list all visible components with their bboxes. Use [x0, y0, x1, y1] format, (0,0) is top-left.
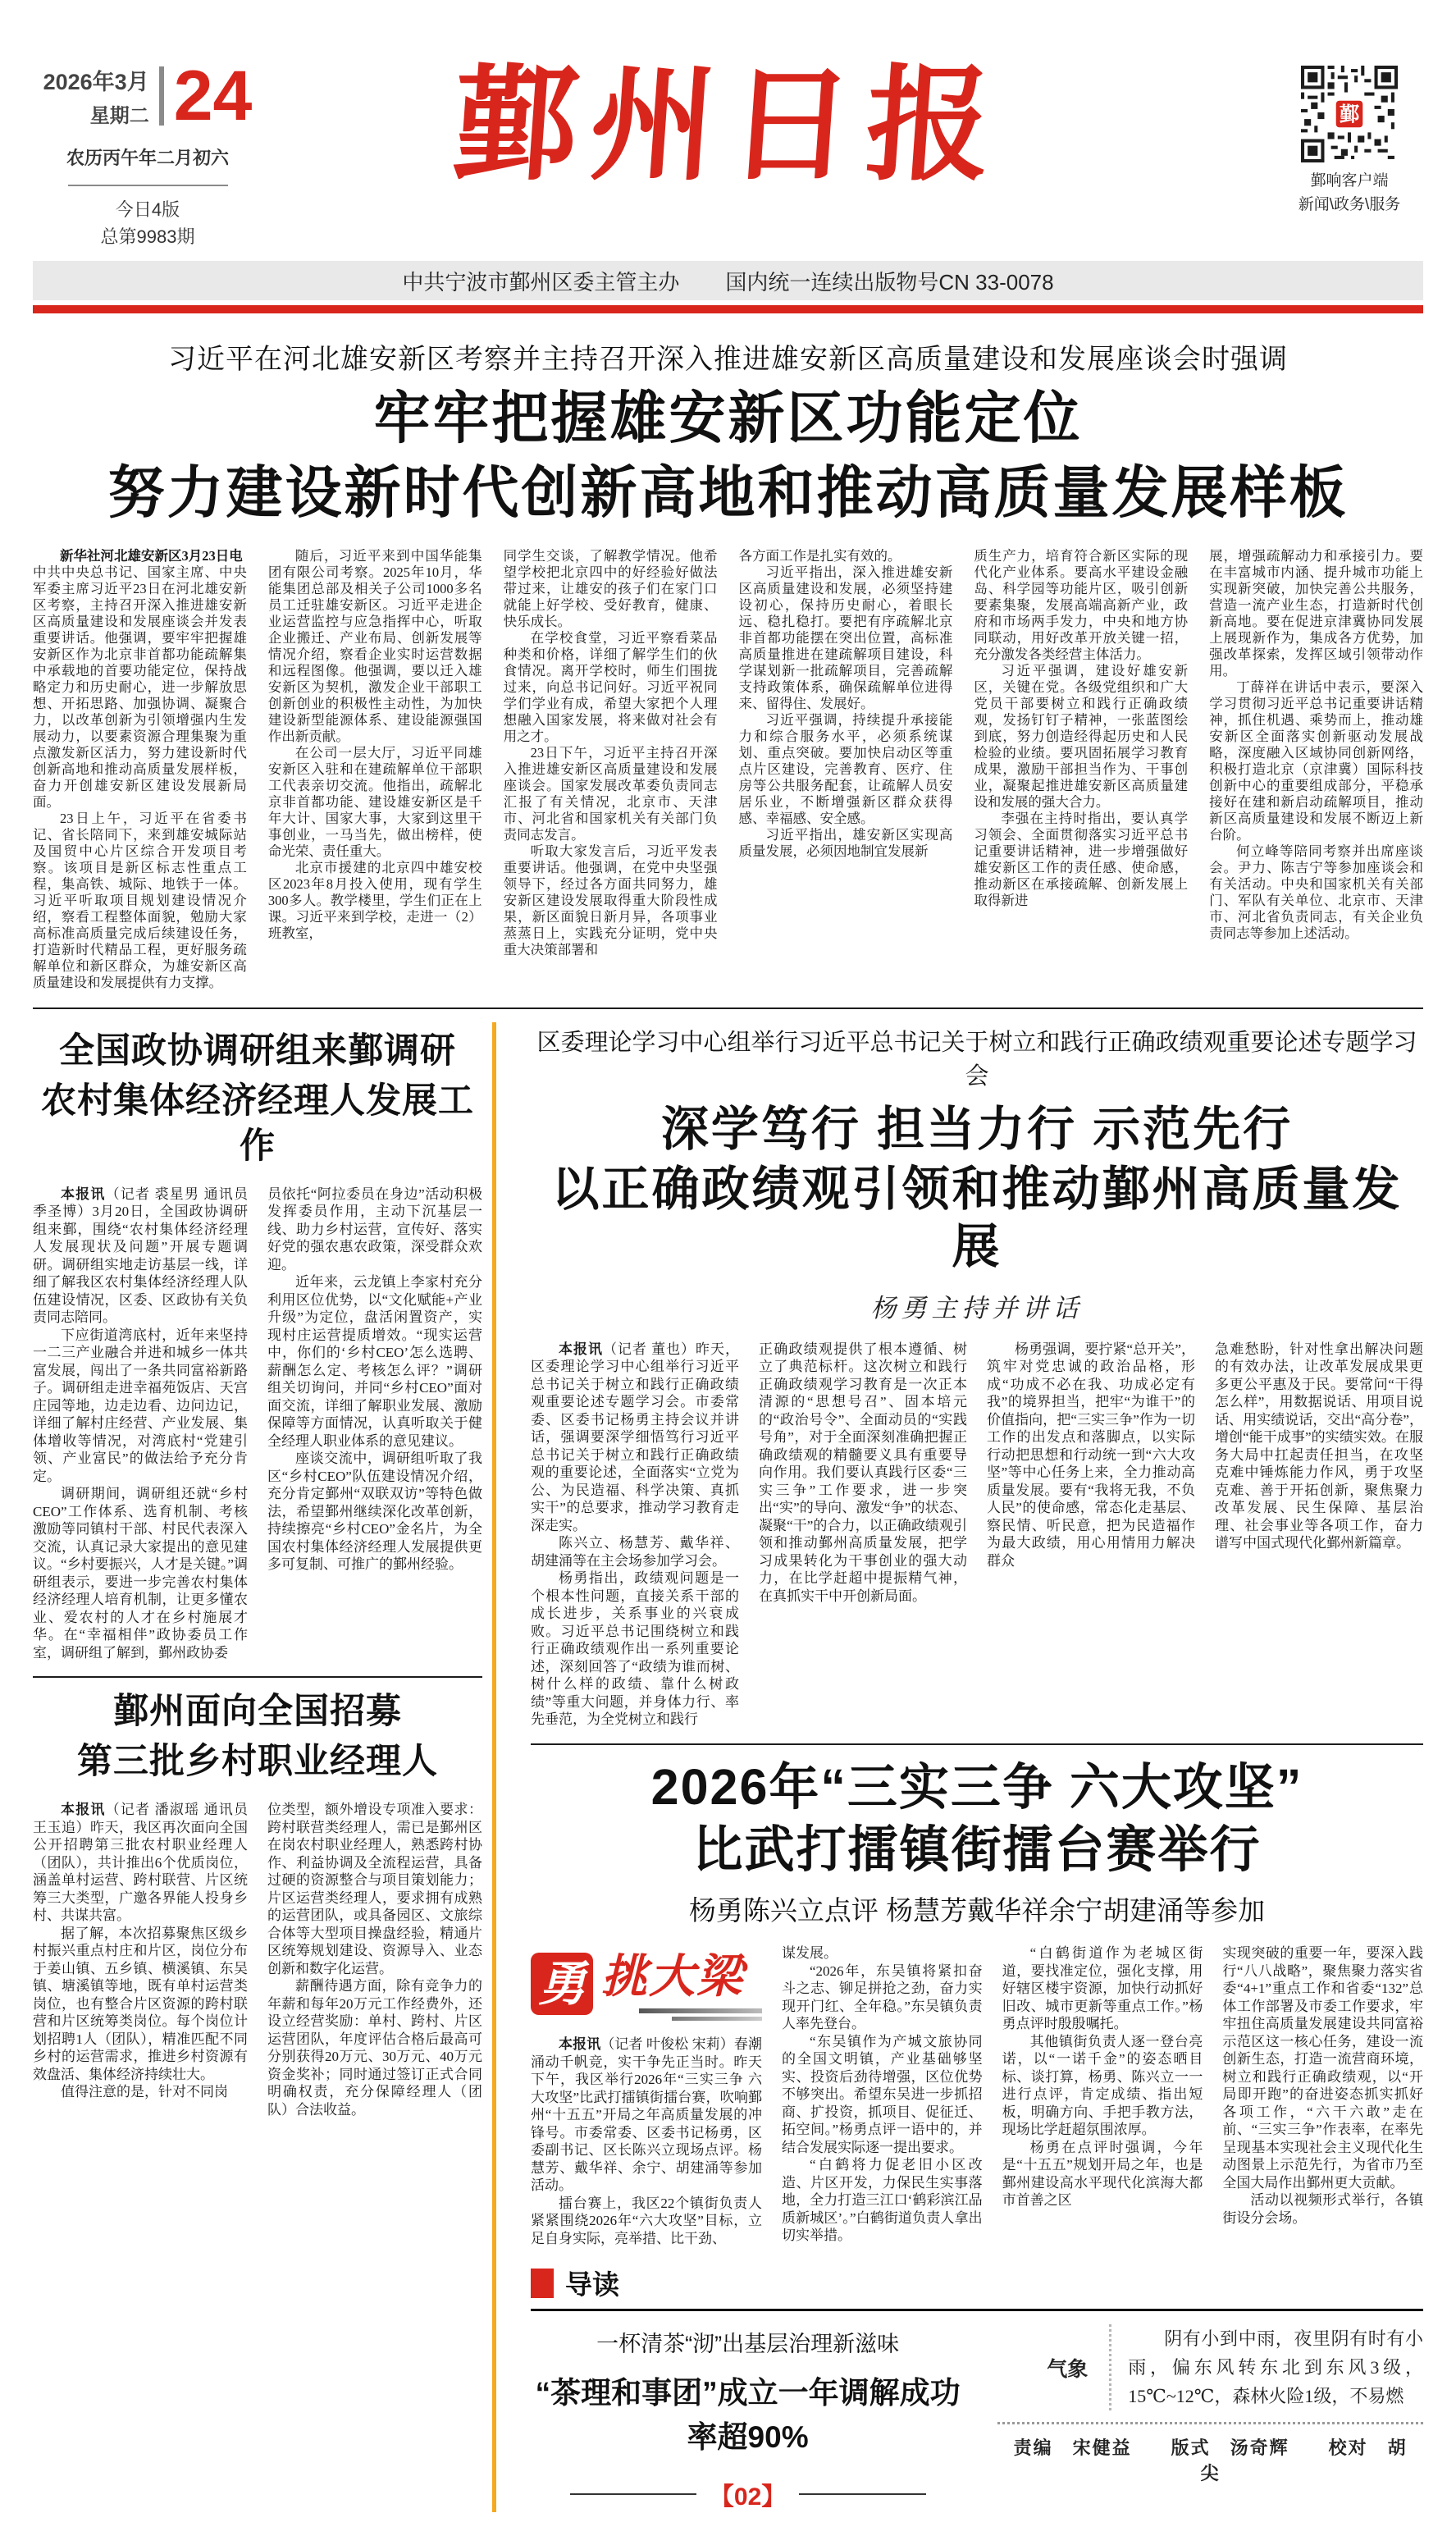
study-column-4 [1215, 1341, 1423, 1729]
survey-headline-line2: 农村集体经济经理人发展工作 [41, 1081, 474, 1166]
study-byline: 杨勇主持并讲话 [870, 1293, 1084, 1323]
day-number: 24 [173, 57, 253, 135]
paragraph: 下应街道湾底村，近年来坚持一二三产业融合并进和城乡一体共富发展，闯出了一条共同富裕新路子。调研组走进幸福苑饭店、天宫庄园等地，边走边看、边问边记，详细了解村庄经营、产业发展、集体增收等情况，对湾底村“党建引领、产业富民”的做法给予充分肯定。 [33, 1327, 248, 1484]
contest-subline: 杨勇陈兴立点评 杨慧芳戴华祥余宁胡建涌等参加 [688, 1895, 1266, 1926]
paragraph: “白鹤将力促老旧小区改造、片区开发，力保民生实事落地，全力打造三江口‘鹤彩滨江品质新城区’。”白鹤街道负责人拿出切实举措。 [782, 2157, 983, 2244]
page-ref-number: 【02】 [709, 2483, 787, 2511]
badge-underline-2 [672, 2017, 762, 2021]
qr-caption-line2: 新闻\政务\服务 [1298, 196, 1401, 214]
lunar-date: 农历丙午年二月初六 [66, 148, 229, 168]
study-column-2 [759, 1341, 967, 1729]
paragraph: 正确政绩观提供了根本遵循、树立了典范标杆。这次树立和践行正确政绩观学习教育是一次正本清源的“思想号召”、固本培元的“政治号令”、全面动员的“实践号角”，对于全面深刻准确把握正确政绩观的精髓要义具有重要导向作用。我们要认真践行区委“三实三争”工作要求，进一步突出“实”的导向、激发“争”的状态、凝聚“干”的合力，以正确政绩观引领和推动鄞州高质量发展，把学习成果转化为干事创业的强大动力，在比学赶超中提振精气神，在真抓实干中开创新局面。 [759, 1341, 967, 1604]
lead-column-3 [504, 548, 718, 991]
paragraph: 杨勇指出，政绩观问题是一个根本性问题，直接关系干部的成长进步，关系事业的兴衰成败。习近平总书记围绕树立和践行正确政绩观作出一系列重要论述，深刻回答了“政绩为谁而树、树什么样的政绩、靠什么树政绩”等重大问题，并身体力行、率先垂范，为全党树立和践行 [531, 1570, 739, 1728]
article-contest [531, 1757, 1423, 2247]
weather-credits-block [993, 2311, 1427, 2512]
contest-column-1 [531, 1944, 762, 2247]
recruit-body [33, 1801, 482, 2118]
paragraph: 本报讯（记者 董也）昨天，区委理论学习中心组举行习近平总书记关于树立和践行正确政绩观重要论述专题学习会。市委常委、区委书记杨勇主持会议并讲话，强调要深学细悟笃行习近平总书记关于树立和践行正确政绩观的重要论述，全面落实“立党为公、为民造福、科学决策、真抓实干”的总要求，推动学习教育走深走实。 [531, 1341, 739, 1533]
page-reference [570, 2476, 926, 2512]
paragraph: 在公司一层大厅，习近平同雄安新区入驻和在建疏解单位干部职工代表亲切交流。他指出，疏解北京非首都功能、建设雄安新区是千年大计、国家大事，大家到这里干事创业，一马当先，做出榜样，使命光荣、责任重大。 [267, 744, 482, 859]
left-column [33, 1021, 482, 2512]
contest-column-4 [1222, 1944, 1423, 2247]
orange-vertical-rule [492, 1022, 496, 2512]
teaser-weather-columns [531, 2311, 1427, 2512]
badge-text [601, 1953, 762, 2021]
recruit-column-1 [33, 1801, 248, 2118]
paragraph: 薪酬待遇方面，除有竞争力的年薪和每年20万元工作经费外，还设立经营奖励：单村、跨村、片区运营团队，年度评估合格后最高可分别获得20万元、30万元、40万元资金奖补；同时通过签订正式合同明确权责，充分保障经理人（团队）合法收益。 [267, 1978, 482, 2118]
weather-divider [1109, 2324, 1111, 2410]
paragraph: 展，增强疏解动力和承接引力。要在丰富城市内涵、提升城市功能上实现新突破，加快完善公共服务，营造一流产业生态，打造新时代创新高地。要在促进京津冀协同发展上展现新作为，集成各方优势，加强改革探索，发挥区域引领带动作用。 [1209, 547, 1423, 679]
credits-line: 责编 宋健益 版式 汤奇辉 校对 胡 尖 [1013, 2438, 1427, 2483]
survey-column-1 [33, 1186, 248, 1662]
paragraph: 谋发展。 [782, 1945, 838, 1962]
qr-code-icon [1301, 66, 1398, 162]
masthead-title: 鄞州日报 [447, 57, 1009, 195]
paragraph: 据了解，本次招募聚焦区级乡村振兴重点村庄和片区，岗位分布于姜山镇、五乡镇、横溪镇、东吴镇、塘溪镇等地，既有单村运营类岗位，也有整合片区资源的跨村联营和片区统筹类岗位。每个岗位计划招聘1人（团队），精准匹配不同乡村的运营需求，推进乡村资源有效盘活、集体经济持续壮大。 [33, 1925, 248, 2082]
paragraph: 本报讯（记者 潘淑瑶 通讯员 王玉追）昨天，我区再次面向全国公开招聘第三批农村职业经理人（团队），共计推出6个优质岗位，涵盖单村运营、跨村联营、片区统筹三大类型，广邀各界能人投身乡村、共谋共富。 [33, 1802, 249, 1924]
weather-row [997, 2324, 1423, 2410]
paragraph: 本报讯（记者 裘星男 通讯员 季圣博）3月20日，全国政协调研组来鄞，围绕“农村集体经济经理人发展现状及问题”开展专题调研。调研组实地走访基层一线，详细了解我区农村集体经济经理人队伍建设情况，区委、区政协有关负责同志陪同。 [33, 1186, 249, 1326]
study-body [531, 1341, 1423, 1729]
paragraph: 何立峰等陪同考察并出席座谈会。尹力、陈吉宁等参加座谈会和有关活动。中央和国家机关有关部门、军队有关单位、北京市、天津市、河北省负责同志，有关企业负责同志等参加上述活动。 [1209, 843, 1423, 941]
paragraph: 北京市援建的北京四中雄安校区2023年8月投入使用，现有学生300多人。教学楼里，学生们正在上课。习近平来到学校，走进一（2）班教室， [267, 859, 482, 941]
yong-tiao-daliang-badge [531, 1953, 762, 2021]
daodu-red-square-icon [531, 2269, 554, 2298]
paragraph: 杨勇强调，要拧紧“总开关”，筑牢对党忠诚的政治品格，形成“功成不必在我、功成必定有我”的境界担当，把牢“为谁干”的价值指向，把“三实三争”作为一切工作的出发点和落脚点，以实际行动把思想和行动统一到“六大攻坚”等中心任务上来，全力推动高质量发展。要有“我将无我，不负人民”的使命感，常态化走基层、察民情、听民意，把为民造福作为最大政绩，用心用情用力解决群众 [987, 1341, 1195, 1569]
lead-headline-line1: 牢牢把握雄安新区功能定位 [373, 386, 1083, 450]
contest-column-2 [782, 1944, 983, 2247]
contest-column-1-text [531, 2036, 762, 2247]
article-recruit [33, 1689, 482, 2118]
paragraph: 杨勇在点评时强调，今年是“十五五”规划开局之年，也是鄞州建设高水平现代化滨海大都市首善之区 [1002, 2139, 1203, 2209]
page-ref-line-right [799, 2493, 925, 2495]
date-block [33, 38, 262, 250]
date-month-weekday [43, 64, 149, 128]
publisher-bar [33, 261, 1423, 300]
teaser-kicker: 一杯清茶“沏”出基层治理新滋味 [596, 2332, 900, 2356]
lead-headline-line2: 努力建设新时代创新高地和推动高质量发展样板 [107, 461, 1349, 525]
lead-body-columns [33, 548, 1423, 991]
paragraph: 其他镇街负责人逐一登台亮诺，以“一诺千金”的姿态晒目标、谈打算，杨勇、陈兴立一一进行点评，肯定成绩、指出短板，明确方向、手把手教方法，现场比学赶超氛围浓厚。 [1002, 2033, 1203, 2138]
paragraph: “2026年，东吴镇将紧扣奋斗之志、铆足拼抢之劲，奋力实现开门红、全年稳。”东吴镇负责人率先登台。 [782, 1962, 983, 2032]
date-line: 2026年3月 [43, 70, 149, 94]
left-articles-divider [33, 1676, 482, 1678]
contest-column-3 [1002, 1944, 1203, 2247]
issue-number: 总第9983期 [100, 226, 195, 247]
right-articles-divider [531, 1743, 1423, 1745]
badge-underline-1 [639, 2008, 762, 2013]
survey-body [33, 1186, 482, 1662]
article-study [531, 1024, 1423, 1729]
lead-column-5 [974, 548, 1188, 991]
paragraph: 擂台赛上，我区22个镇街负责人紧紧围绕2026年“六大攻坚”目标，立足自身实际，亮举措、比干劲、 [531, 2195, 762, 2246]
page-ref-line-left [570, 2493, 696, 2495]
red-divider-bar [33, 305, 1423, 313]
teaser-headline: “茶理和事团”成立一年调解成功率超90% [535, 2376, 961, 2454]
paragraph: 座谈交流中，调研组听取了我区“乡村CEO”队伍建设情况介绍，充分肯定鄞州“双联双访”等特色做法，希望鄞州继续深化改革创新，持续擦亮“乡村CEO”金名片，为全国农村集体经济经理人发展提供更多可复制、可推广的鄞州经验。 [267, 1451, 482, 1573]
contest-headline-line2: 比武打擂镇街擂台赛举行 [692, 1821, 1262, 1877]
paragraph: 新华社河北雄安新区3月23日电 中共中央总书记、国家主席、中央军委主席习近平23日在河北雄安新区考察，主持召开深入推进雄安新区高质量建设和发展座谈会并发表重要讲话。他强调，要牢牢把握雄安新区作为北京非首都功能疏解集中承载地的首要功能定位，保持战略定力和历史耐心，进一步解放思想、开拓思路、加强协调、凝聚合力，以改革创新为引领增强内生发展动力，以要素资源合理集聚为重点激发新区活力，努力建设新时代创新高地和推动高质量发展样板，奋力开创雄安新区建设发展新局面。 [33, 547, 257, 810]
paragraph: 员依托“阿拉委员在身边”活动积极发挥委员作用，主动下沉基层一线、助力乡村运营，宣传好、落实好党的强农惠农政策，深受群众欢迎。 [267, 1186, 482, 1272]
paragraph: 近年来，云龙镇上李家村充分利用区位优势，以“文化赋能+产业升级”为定位，盘活闲置资产，实现村庄运营提质增效。“现实运营中，你们的‘乡村CEO’怎么选聘、薪酬怎么定、考核怎么评？”调研组关切询问，并同“乡村CEO”面对面交流，详细了解职业发展、激励保障等方面情况，认真听取关于健全经理人职业体系的意见建议。 [267, 1274, 482, 1449]
paragraph: 同学生交谈，了解教学情况。他希望学校把北京四中的好经验好做法带过来，让雄安的孩子们在家门口就能上好学校、受好教育，健康、快乐成长。 [503, 547, 718, 629]
study-column-1 [531, 1341, 739, 1729]
paragraph: 实现突破的重要一年，要深入践行“八八战略”，聚焦聚力落实省委“4+1”重点工作和省委“132”总体工作部署及市委工作要求，牢牢扭住高质量发展建设共同富裕示范区这一核心任务，建设一流创新生态，打造一流营商环境，树立和践行正确政绩观，以“开局即开跑”的奋进姿态抓实抓好各项工作，“六干六敢”走在前、“三实三争”作表率，在率先呈现基本实现社会主义现代化生动图景上示范先行，为省市乃至全国大局作出鄞州更大贡献。 [1222, 1945, 1424, 2191]
paragraph: 位类型，额外增设专项准入要求：跨村联营类经理人，需已是鄞州区在岗农村职业经理人，熟悉跨村协作、利益协调及全流程运营，具备过硬的资源整合与项目策划能力；片区运营类经理人，要求拥有成熟的运营团队，或具备园区、文旅综合体等大型项目操盘经验，精通片区统筹规划建设、资源导入、业态创新和数字化运营。 [267, 1802, 482, 1976]
paragraph: 习近平指出，雄安新区实现高质量发展，必须因地制宜发展新 [738, 826, 953, 859]
badge-text-label: 挑大梁 [601, 1952, 744, 2004]
date-rule [68, 185, 228, 186]
paragraph: 23日上午，习近平在省委书记、省长陪同下，来到雄安城际站及国贸中心片区综合开发项目考察。该项目是新区标志性重点工程，集高铁、城际、地铁于一体。习近平听取项目规划建设情况介绍，察看工程整体面貌，勉励大家高标准高质量完成后续建设任务，打造新时代精品工程，更好服务疏解单位和新区群众，为雄安新区高质量建设和发展提供有力支撑。 [33, 810, 247, 990]
survey-headline-line1: 全国政协调研组来鄞调研 [59, 1030, 456, 1071]
paragraph: 陈兴立、杨慧芳、戴华祥、胡建涌等在主会场参加学习会。 [531, 1535, 739, 1569]
paragraph: 习近平指出，深入推进雄安新区高质量建设和发展，必须坚持建设初心，保持历史耐心，着眼长远、稳扎稳打。要把有序疏解北京非首都功能摆在突出位置，高标准高质量推进在建疏解项目建设，科学谋划新一批疏解项目，完善疏解支持政策体系，确保疏解单位进得来、留得住、发展好。 [738, 564, 953, 711]
lead-column-1 [33, 547, 257, 991]
survey-column-2 [267, 1186, 482, 1662]
right-column [531, 1021, 1427, 2512]
study-kicker: 区委理论学习中心组举行习近平总书记关于树立和践行正确政绩观重要论述专题学习会 [536, 1029, 1417, 1090]
svg-text:鄞: 鄞 [1339, 103, 1360, 126]
contest-headline-line1: 2026年“三实三争 六大攻坚” [650, 1758, 1303, 1815]
organizer-label: 中共宁波市鄞州区委主管主办 [402, 269, 680, 295]
weekday-label: 星期二 [89, 105, 149, 127]
publication-number: 国内统一连续出版物号CN 33-0078 [725, 269, 1054, 295]
lead-column-2 [268, 548, 482, 991]
daodu-row [531, 2264, 1423, 2309]
paragraph: 李强在主持时指出，要认真学习领会、全面贯彻落实习近平总书记重要讲话精神，进一步增强做好雄安新区工作的责任感、使命感，推动新区在承接疏解、创新发展上取得新进 [974, 810, 1189, 908]
paragraph: 习近平强调，建设好雄安新区，关键在党。各级党组织和广大党员干部要树立和践行正确政绩观，发扬钉钉子精神，一张蓝图绘到底，努力创造经得起历史和人民检验的业绩。要巩固拓展学习教育成果，激励干部担当作为、干事创业，凝聚起推进雄安新区高质量建设和发展的强大合力。 [974, 662, 1189, 810]
paragraph: 调研期间，调研组还就“乡村CEO”工作体系、选育机制、考核激励等同镇村干部、村民代表深入交流，认真记录大家提出的意见建议。“乡村要振兴，人才是关键。”调研组表示，要进一步完善农村集体经济经理人培育机制，让更多懂农业、爱农村的人才在乡村施展才华。在“幸福相伴”政协委员工作室，调研组了解到，鄞州政协委 [33, 1486, 248, 1661]
paragraph: 听取大家发言后，习近平发表重要讲话。他强调，在党中央坚强领导下，经过各方面共同努力，雄安新区建设发展取得重大阶段性成果，新区面貌日新月异，各项事业蒸蒸日上，实践充分证明，党中央重大决策部署和 [503, 843, 718, 957]
daodu-label: 导读 [565, 2269, 619, 2300]
study-column-3 [987, 1341, 1195, 1729]
badge-yong-icon: 勇 [531, 1953, 593, 2015]
paragraph: 本报讯（记者 叶俊松 宋莉）春潮涌动千帆竞，实干争先正当时。昨天下午，我区举行2026年“三实三争 六大攻坚”比武打擂镇街擂台赛，吹响鄞州“十五五”开局之年高质量发展的冲锋号。市委常委、区委书记杨勇，区委副书记、区长陈兴立现场点评。杨慧芳、戴华祥、余宁、胡建涌等参加活动。 [531, 2036, 763, 2193]
paragraph: 在学校食堂，习近平察看菜品种类和价格，详细了解学生们的伙食情况。离开学校时，师生们围拢过来，向总书记问好。习近平祝同学们学业有成，希望大家把个人理想融入国家发展，将来做对社会有用之才。 [503, 629, 718, 744]
edition-info: 今日4版 [115, 199, 180, 220]
paragraph: 23日下午，习近平主持召开深入推进雄安新区高质量建设和发展座谈会。国家发展改革委负责同志汇报了有关情况，北京市、天津市、河北省和国家机关有关部门负责同志发言。 [503, 744, 718, 843]
paragraph: “白鹤街道作为老城区街道，要找准定位，强化支撑，用好辖区楼宇资源，加快行动抓好旧改、城市更新等重点工作。”杨勇点评时殷殷嘱托。 [1002, 1945, 1203, 2032]
paragraph: 急难愁盼，针对性拿出解决问题的有效办法，让改革发展成果更多更公平惠及于民。要常问“干得怎么样”，用数据说话、用项目说话、用实绩说话，交出“高分卷”，增创“能干成事”的实绩实效。在服务大局中扛起责任担当，在攻坚克难中锤炼能力作风，勇于攻坚克难、善于开拓创新，聚焦聚力改革发展、民生保障、基层治理、社会事业等各项工作，奋力谱写中国式现代化鄞州新篇章。 [1215, 1341, 1423, 1551]
paragraph: 随后，习近平来到中国华能集团有限公司考察。2025年10月，华能集团总部及相关子公司1000多名员工迁驻雄安新区。习近平走进企业运营监控与应急指挥中心，听取企业搬迁、产业布局、创新发展等情况介绍，察看企业实时运营数据和远程图像。他强调，要以迁入雄安新区为契机，激发企业干部职工创新创业的积极性主动性，为加快建设新型能源体系、建设能源强国作出新贡献。 [267, 547, 482, 744]
paragraph: 活动以视频形式举行，各镇街设分会场。 [1222, 2192, 1424, 2226]
lead-column-6 [1209, 548, 1423, 991]
paragraph: 质生产力，培育符合新区实际的现代化产业体系。要高水平建设金融岛、科学园等功能片区，吸引创新要素集聚，发展高端高新产业，政府和市场两手发力，中央和地方协同联动，用好改革开放关键一招，充分激发各类经营主体活力。 [974, 547, 1189, 662]
article-survey [33, 1029, 482, 1662]
paragraph: “东吴镇作为产城文旅协同的全国文明镇，产业基础够坚实、投资后劲待增强，区位优势不够突出。希望东吴进一步抓招商、扩投资，抓项目、促征迁、拓空间。”杨勇点评一语中的，并结合发展实际逐一提出要求。 [782, 2033, 983, 2155]
weather-text: 阴有小到中雨，夜里阴有时有小雨，偏东风转东北到东风3级，15℃~12℃，森林火险1级，不易燃 [1128, 2328, 1423, 2406]
teaser-weather-band [531, 2264, 1427, 2512]
weather-label: 气象 [1047, 2357, 1089, 2381]
study-headline-line1: 深学笃行 担当力行 示范先行 [660, 1102, 1294, 1156]
credits-dotted-rule [997, 2422, 1423, 2424]
paragraph: 各方面工作是扎实有效的。 [738, 547, 901, 564]
teaser-block [531, 2311, 993, 2512]
lead-article [33, 336, 1423, 991]
lower-band [33, 1021, 1427, 2512]
lead-kicker: 习近平在河北雄安新区考察并主持召开深入推进雄安新区高质量建设和发展座谈会时强调 [168, 344, 1288, 375]
qr-caption-line1: 鄞响客户端 [1310, 172, 1389, 190]
recruit-headline-line1: 鄞州面向全国招募 [113, 1692, 402, 1732]
paragraph: 值得注意的是，针对不同岗 [61, 2084, 228, 2100]
paragraph: 习近平强调，持续提升承接能力和综合服务水平，必须系统谋划、重点突破。要加快启动区等重点片区建设，完善教育、医疗、住房等公共服务配套，让疏解人员安居乐业，不断增强新区群众获得感、幸福感、安全感。 [738, 711, 953, 826]
date-top-row [33, 57, 262, 135]
qr-block [1276, 38, 1423, 217]
lead-column-4 [738, 548, 952, 991]
date-divider [159, 66, 164, 126]
masthead-header [33, 38, 1423, 261]
study-headline-line2: 以正确政绩观引领和推动鄞州高质量发展 [551, 1163, 1403, 1273]
paragraph: 丁薛祥在讲话中表示，要深入学习贯彻习近平总书记重要讲话精神，抓住机遇、乘势而上，推动雄安新区全面落实创新驱动发展战略，深度融入区域协同创新网络，积极打造北京（京津冀）国际科技创新中心的重要组成部分，平稳承接好在建和新启动疏解项目，推动新区高质量建设和发展不断迈上新台阶。 [1209, 679, 1423, 843]
section-divider [33, 1007, 1423, 1009]
contest-body [531, 1944, 1423, 2247]
recruit-headline-line2: 第三批乡村职业经理人 [77, 1742, 438, 1782]
recruit-column-2 [267, 1801, 482, 2118]
